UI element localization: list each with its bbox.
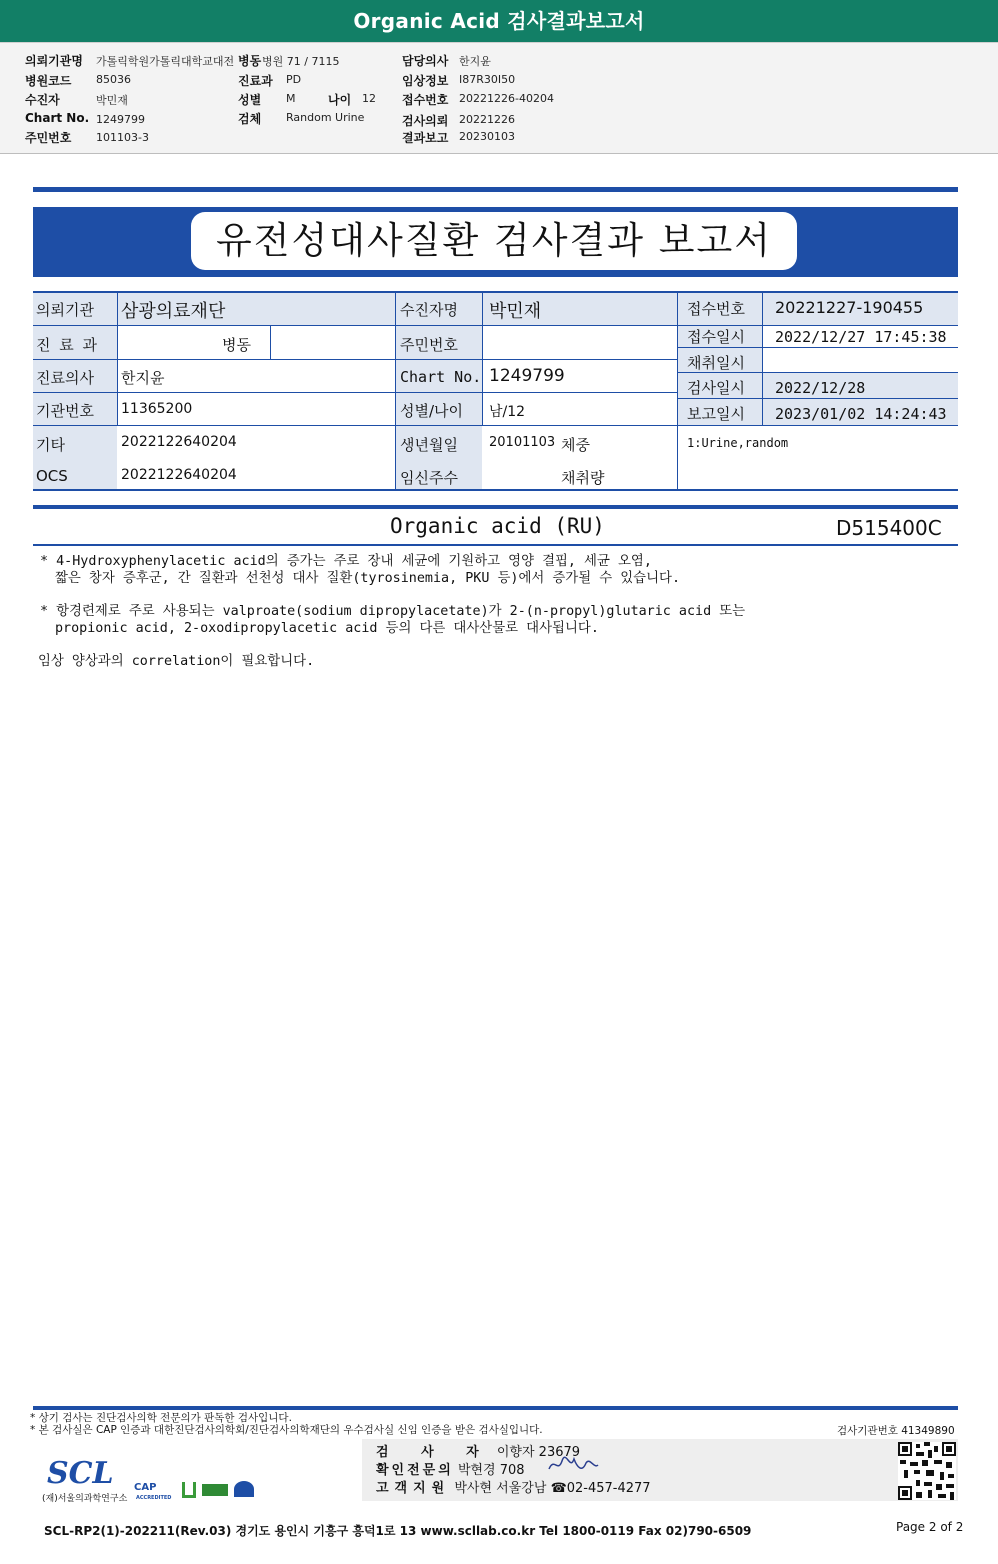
confirm-value: 박현경 708 [457,1463,525,1478]
cap-logo: CAP [134,1482,157,1493]
patient-name-value: 박민재 [489,301,542,322]
etc-label: 기타 [36,436,65,454]
institution-label: 기관번호 [36,402,94,420]
request-label: 검사의뢰 [402,114,449,128]
customer-phone: ☎02-457-4277 [550,1481,651,1496]
collect-time-label: 채취일시 [687,354,745,372]
reception-no-label: 접수번호 [687,300,745,318]
top-rule [33,187,958,192]
dept-label: 진 료 과 [36,336,100,354]
sex-value: M [286,92,296,105]
chart-no-value: 1249799 [489,366,565,386]
confirm-label: 확인전문의 [376,1463,454,1478]
customer-row [376,1477,651,1496]
cap-accredited-text: ACCREDITED [136,1495,172,1501]
report-date-label: 보고일시 [687,405,745,423]
kslm-cert-icon [234,1481,254,1497]
chart-no-label: Chart No. [25,111,90,125]
specimen-note: 1:Urine,random [687,436,789,450]
report-title: 유전성대사질환 검사결과 보고서 [191,212,797,270]
ocs-label: OCS [36,467,68,485]
clinical-value: I87R30I50 [459,73,516,86]
specimen-label: 검체 [238,112,262,126]
note-line-5: 임상 양상과의 correlation이 필요합니다. [38,654,315,669]
test-date-label: 검사일시 [687,379,745,397]
customer-value: 박사현 서울강남 [454,1481,547,1496]
pregnancy-label: 임신주수 [400,469,458,487]
label-column-left [33,291,117,489]
customer-label: 고객지원 [376,1481,451,1496]
footer-note-1: * 상기 검사는 진단검사의학 전문의가 판독한 검사입니다. [30,1412,292,1424]
client-label: 의뢰기관명 [25,54,83,68]
note-line-3: * 항경련제로 주로 사용되는 valproate(sodium dipropylacetate)가 2-(n-propyl)glutaric acid 또는 [40,604,746,619]
ward-value: 병원 71 / 7115 [262,55,340,68]
clinical-label: 임상정보 [402,74,449,88]
sex-age-value: 남/12 [489,404,526,420]
hospital-code-label: 병원코드 [25,74,72,88]
client-value: 가톨릭학원가톨릭대학교대전 [96,55,235,68]
section-rule [33,505,958,509]
specimen-value: Random Urine [286,111,365,124]
scl-logo: SCL [47,1456,114,1491]
ocs-value: 2022122640204 [121,467,237,483]
ward-label: 병동 [238,54,262,68]
footer-note-2: * 본 검사실은 CAP 인증과 대한진단검사의학회/진단검사의학재단의 우수검사실 신임 인증을 받은 검사실입니다. [30,1424,543,1436]
volume-label: 채취량 [561,469,605,487]
ward-value: 병동 [222,336,251,354]
header-info-panel [0,42,998,154]
age-label: 나이 [328,93,352,107]
form-footer-line: SCL-RP2(1)-202211(Rev.03) 경기도 용인시 기흥구 흥덕1로 13 www.scllab.co.kr Tel 1800-0119 Fax 02)790-6509 [44,1524,752,1538]
patient-value: 박민재 [96,94,128,107]
age-value: 12 [362,92,376,105]
patient-label: 수진자 [25,93,60,107]
sex-label: 성별 [238,93,262,107]
doctor-signature [546,1453,600,1477]
reception-no-value: 20221227-190455 [775,298,924,317]
confirm-row [376,1459,525,1478]
test-name: Organic acid (RU) [390,514,605,538]
doctor-value: 한지윤 [459,55,491,68]
weight-label: 체중 [561,436,590,454]
patient-name-label: 수진자명 [400,301,458,319]
report-date-value: 2023/01/02 14:24:43 [775,405,947,423]
note-line-4: propionic acid, 2-oxodipropylacetic acid 등의 다른 대사산물로 대사됩니다. [55,621,599,636]
test-code: D515400C [836,516,942,540]
chart-no-value: 1249799 [96,113,145,126]
doctor-label: 진료의사 [36,369,94,387]
reception-label: 접수번호 [402,93,449,107]
hospital-code-value: 85036 [96,73,131,86]
tester-value: 이향자 23679 [496,1445,581,1460]
reception-time-label: 접수일시 [687,328,745,346]
birth-label: 생년월일 [400,436,458,454]
qr-code-icon [898,1442,956,1500]
doctor-label: 담당의사 [402,54,449,68]
institution-number: 검사기관번호 41349890 [837,1425,955,1437]
id-label: 주민번호 [400,336,458,354]
client-label: 의뢰기관 [36,301,94,319]
report-header-title: Organic Acid 검사결과보고서 [0,0,998,42]
organization-name: (재)서울의과학연구소 [42,1494,128,1504]
test-date-value: 2022/12/28 [775,379,866,397]
request-value: 20221226 [459,113,515,126]
client-value: 삼광의료재단 [121,301,226,322]
doctor-value: 한지윤 [121,369,165,387]
id-value: 101103-3 [96,131,149,144]
dept-value: PD [286,73,302,86]
note-line-1: * 4-Hydroxyphenylacetic acid의 증가는 주로 장내 세균에 기원하고 영양 결핍, 세균 오염, [40,554,652,569]
lh-cert-icon [182,1482,196,1498]
dept-label: 진료과 [238,74,273,88]
note-line-2: 짧은 창자 증후군, 간 질환과 선천성 대사 질환(tyrosinemia, PKU 등)에서 증가될 수 있습니다. [55,571,681,586]
tester-label: 검 사 자 [376,1445,493,1460]
etc-value: 2022122640204 [121,434,237,450]
report-date-value: 20230103 [459,130,515,143]
institution-value: 11365200 [121,401,193,417]
label-column-mid [395,291,482,489]
eqa-cert-icon [202,1484,228,1496]
page-number: Page 2 of 2 [896,1520,964,1534]
chart-no-label: Chart No. [400,368,482,386]
birth-value: 20101103 [489,435,556,450]
reception-time-value: 2022/12/27 17:45:38 [775,328,947,346]
id-label: 주민번호 [25,131,72,145]
report-banner [33,207,958,277]
sex-age-label: 성별/나이 [400,402,464,420]
report-date-label: 결과보고 [402,131,449,145]
reception-value: 20221226-40204 [459,92,554,105]
